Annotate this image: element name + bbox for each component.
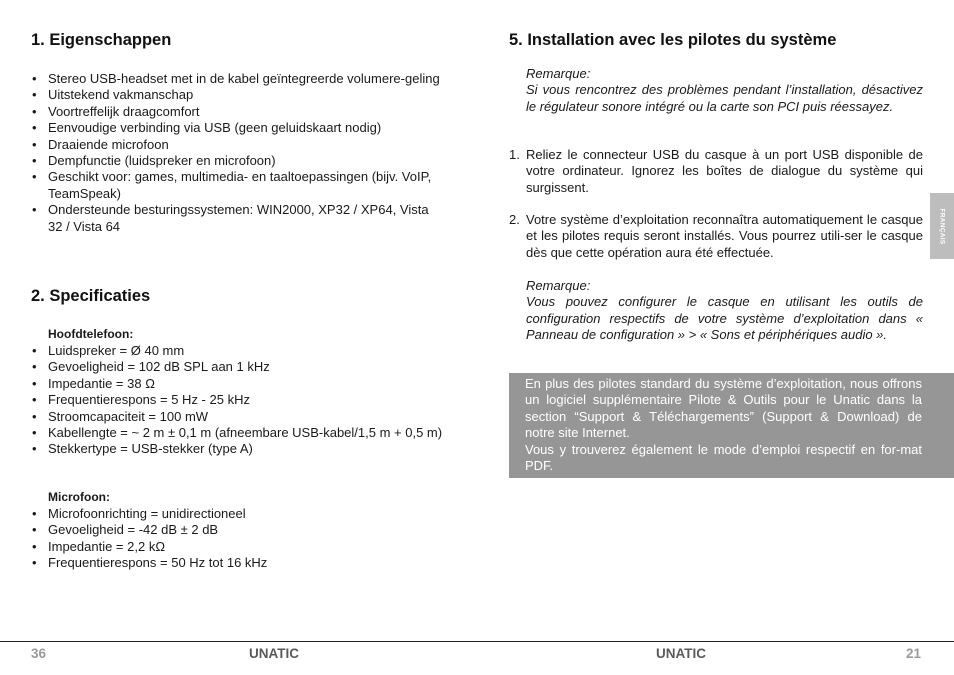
language-tab-label: FRANÇAIS [938,208,946,244]
section-heading-installation: 5. Installation avec les pilotes du système [509,31,837,49]
page-number-right: 21 [906,646,922,661]
install-step-2 [509,212,923,261]
list-item: • Eenvoudige verbinding via USB (geen geluidskaart nodig) [31,120,445,136]
remark-note-1 [526,66,923,115]
footer-brand-left: UNATIC [249,646,299,661]
headphone-subheading: Hoofdtelefoon: [48,327,134,341]
footer-divider [0,641,954,642]
remark-label: Remarque: [526,66,591,81]
driver-info-box [509,373,954,478]
list-item: • Ondersteunde besturingssystemen: WIN2000, XP32 / XP64, Vista 32 / Vista 64 [31,202,445,235]
list-item: • Voortreffelijk draagcomfort [31,104,445,120]
microphone-specs-list [31,506,445,572]
list-item: • Microfoonrichting = unidirectioneel [31,506,445,522]
section-heading-specificaties: 2. Specificaties [31,287,151,305]
remark-text: Si vous rencontrez des problèmes pendant l’installation, désactivez le régulateur sonore intégré ou la carte son PCI puis réessayez. [526,82,923,114]
list-item: • Stekkertype = USB-stekker (type A) [31,441,445,457]
microphone-subheading: Microfoon: [48,490,110,504]
info-paragraph: Vous y trouverez également le mode d’emploi respectif en for-mat PDF. [525,441,922,474]
remark-note-2 [526,278,923,344]
remark-text: Vous pouvez configurer le casque en utilisant les outils de configuration respectifs de votre système d’exploitation dans « Panneau de configuration » > « Sons et périphériques audio ». [526,294,923,343]
step-text: Votre système d’exploitation reconnaîtra automatiquement le casque et les pilotes requis seront installés. Vous pourrez utili-ser le casque dès que cette opération aura été effectuée. [526,212,923,260]
footer-brand-right: UNATIC [656,646,706,661]
list-item: • Gevoeligheid = 102 dB SPL aan 1 kHz [31,359,445,375]
list-item: • Geschikt voor: games, multimedia- en taaltoepassingen (bijv. VoIP, TeamSpeak) [31,169,445,202]
list-item: • Impedantie = 2,2 kΩ [31,539,445,555]
page-number-left: 36 [31,646,47,661]
list-item: • Kabellengte = ~ 2 m ± 0,1 m (afneembare USB-kabel/1,5 m + 0,5 m) [31,425,445,441]
list-item: • Uitstekend vakmanschap [31,87,445,103]
remark-label: Remarque: [526,278,591,293]
list-item: • Luidspreker = Ø 40 mm [31,343,445,359]
language-side-tab [930,193,954,259]
install-step-1 [509,147,923,196]
list-item: • Frequentierespons = 50 Hz tot 16 kHz [31,555,445,571]
info-paragraph: En plus des pilotes standard du système d’exploitation, nous offrons un logiciel supplémentaire Pilote & Outils pour le Unatic dans la section “Support & Téléchargements” (Support & Download) de notre site Internet. [525,376,922,441]
list-item: • Draaiende microfoon [31,137,445,153]
list-item: • Dempfunctie (luidspreker en microfoon) [31,153,445,169]
list-item: • Gevoeligheid = -42 dB ± 2 dB [31,522,445,538]
list-item: • Frequentierespons = 5 Hz - 25 kHz [31,392,445,408]
step-text: Reliez le connecteur USB du casque à un port USB disponible de votre ordinateur. Ignorez les boîtes de dialogue du système qui surgissent. [526,147,923,195]
step-number: 1. [509,147,520,162]
list-item: • Stereo USB-headset met in de kabel geïntegreerde volumere-geling [31,71,445,87]
step-number: 2. [509,212,520,227]
headphone-specs-list [31,343,445,458]
list-item: • Impedantie = 38 Ω [31,376,445,392]
section-heading-eigenschappen: 1. Eigenschappen [31,31,172,49]
list-item: • Stroomcapaciteit = 100 mW [31,409,445,425]
features-list [31,71,445,235]
